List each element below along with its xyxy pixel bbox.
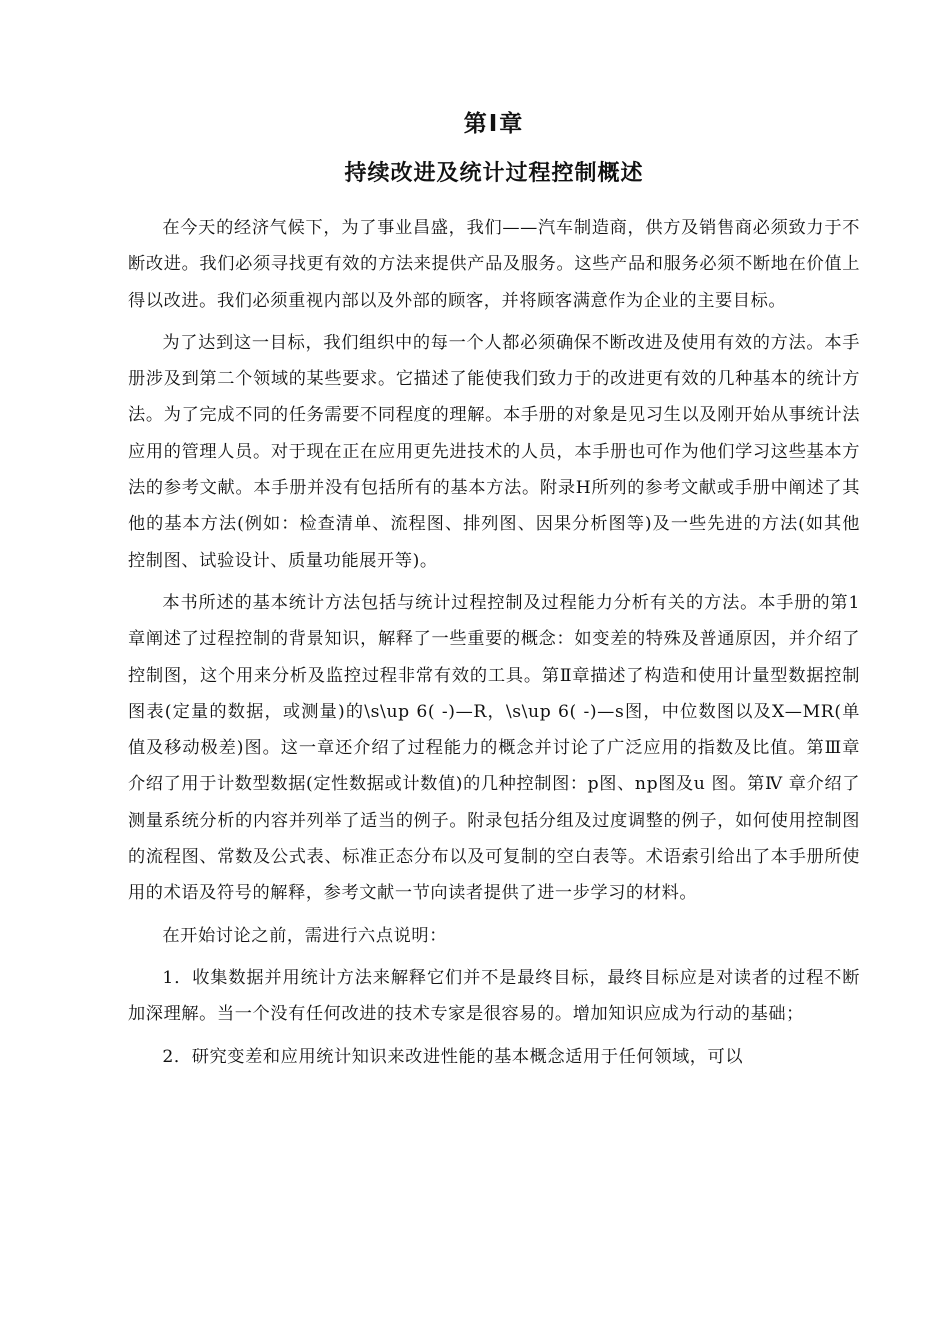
- paragraph-goal: 为了达到这一目标，我们组织中的每一个人都必须确保不断改进及使用有效的方法。本手册涉及到第二个领域的某些要求。它描述了能使我们致力于的改进更有效的几种基本的统计方法。为了完成不同的任务需要不同程度的理解。本手册的对象是见习生以及刚开始从事统计法应用的管理人员。对于现在正在应用更先进技术的人员，本手册也可作为他们学习这些基本方法的参考文献。本手册并没有包括所有的基本方法。附录H所列的参考文献或手册中阐述了其他的基本方法(例如：检查清单、流程图、排列图、因果分析图等)及一些先进的方法(如其他控制图、试验设计、质量功能展开等)。: [128, 332, 860, 571]
- paragraph-methods: 本书所述的基本统计方法包括与统计过程控制及过程能力分析有关的方法。本手册的第1章阐述了过程控制的背景知识，解释了一些重要的概念：如变差的特殊及普通原因，并介绍了控制图，这个用来分析及监控过程非常有效的工具。第Ⅱ章描述了构造和使用计量型数据控制图表(定量的数据，或测量)的\s\up 6( -)—R，\s\up 6( -)—s图，中位数图以及X—MR(单值及移动极差)图。这一章还介绍了过程能力的概念并讨论了广泛应用的指数及比值。第Ⅲ章介绍了用于计数型数据(定性数据或计数值)的几种控制图：p图、np图及u 图。第Ⅳ 章介绍了测量系统分析的内容并列举了适当的例子。附录包括分组及过度调整的例子，如何使用控制图的流程图、常数及公式表、标准正态分布以及可复制的空白表等。术语索引给出了本手册所使用的术语及符号的解释，参考文献一节向读者提供了进一步学习的材料。: [128, 592, 860, 904]
- chapter-number: 第Ⅰ章: [463, 111, 525, 137]
- paragraph-point-2: 2．研究变差和应用统计知识来改进性能的基本概念适用于任何领域，可以: [162, 1046, 744, 1067]
- paragraph-point-1: 1．收集数据并用统计方法来解释它们并不是最终目标，最终目标应是对读者的过程不断加深理解。当一个没有任何改进的技术专家是很容易的。增加知识应成为行动的基础；: [128, 967, 860, 1025]
- paragraph-intro: 在今天的经济气候下，为了事业昌盛，我们——汽车制造商，供方及销售商必须致力于不断改进。我们必须寻找更有效的方法来提供产品及服务。这些产品和服务必须不断地在价值上得以改进。我们必须重视内部以及外部的顾客，并将顾客满意作为企业的主要目标。: [128, 218, 860, 311]
- paragraph-six-points: 在开始讨论之前，需进行六点说明：: [162, 925, 447, 946]
- chapter-title: 持续改进及统计过程控制概述: [344, 161, 644, 186]
